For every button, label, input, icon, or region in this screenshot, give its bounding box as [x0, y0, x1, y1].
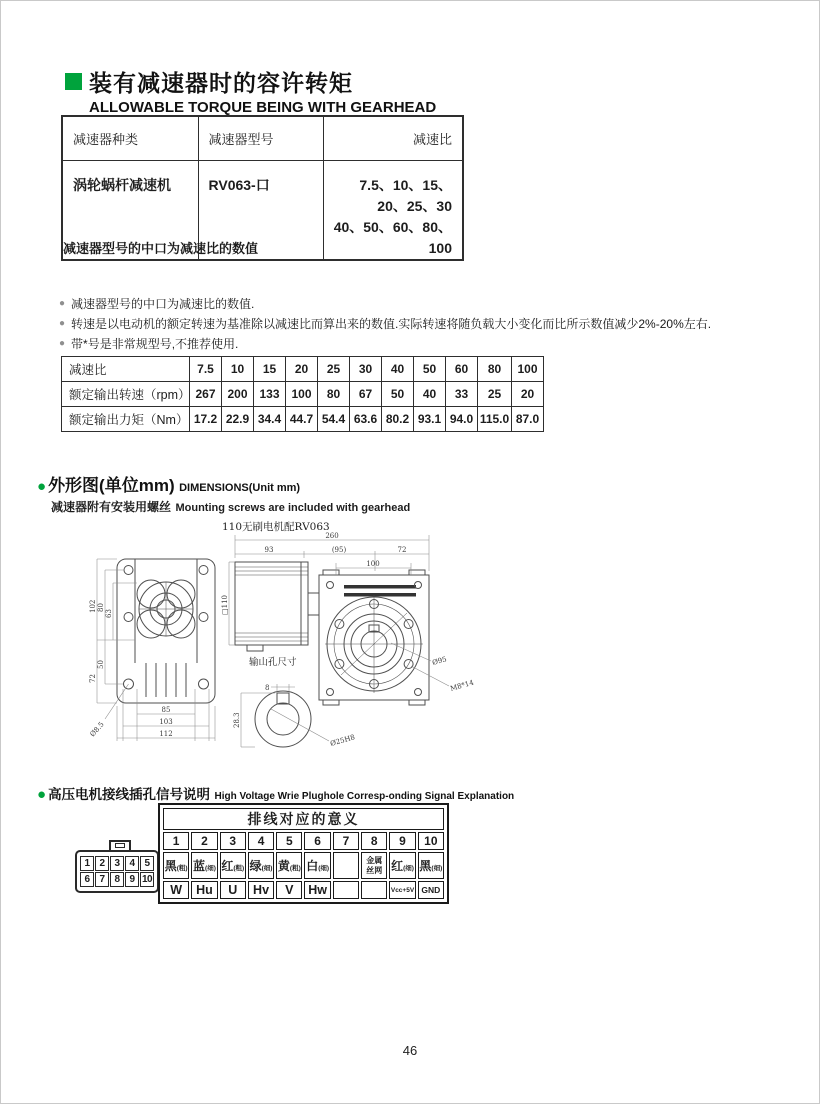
shaft-detail [255, 691, 311, 747]
speed-cell: 267 [190, 382, 222, 407]
shaft-detail-label: 输山孔尺寸 [249, 657, 297, 668]
row-label-speed: 额定输出转速（rpm） [62, 382, 190, 407]
signal-name [361, 881, 387, 899]
pin-5: 5 [140, 856, 154, 871]
torque-cell: 115.0 [478, 407, 512, 432]
row-label-ratio: 减速比 [62, 357, 190, 382]
dim-102: 102 [89, 599, 97, 613]
signal-name: Vcc+5V [389, 881, 415, 899]
note-text: 带*号是非常规型号,不推荐使用. [71, 337, 239, 351]
note-item [59, 314, 711, 334]
pin-4: 4 [125, 856, 139, 871]
ratio-cell: 60 [446, 357, 478, 382]
pin-6: 6 [80, 872, 94, 887]
pin-number: 3 [220, 832, 246, 850]
torque-cell: 22.9 [222, 407, 254, 432]
connector-pin-row-1 [80, 856, 154, 871]
pin-10: 10 [141, 874, 153, 885]
speed-cell: 33 [446, 382, 478, 407]
gearhead-table-note: 减速器型号的中口为减速比的数值 [63, 241, 259, 256]
speed-cell: 200 [222, 382, 254, 407]
dim-72-side: 72 [397, 546, 407, 554]
pin-2: 2 [95, 856, 109, 871]
pin-3: 3 [110, 856, 124, 871]
ratio-cell: 10 [222, 357, 254, 382]
dim-28-3: 28.3 [233, 712, 241, 728]
ratio-cell: 15 [254, 357, 286, 382]
technical-drawing [89, 513, 499, 765]
pin-number: 7 [333, 832, 359, 850]
ratio-cell: 50 [414, 357, 446, 382]
signal-name: V [276, 881, 302, 899]
note-item [59, 334, 711, 354]
torque-cell: 93.1 [414, 407, 446, 432]
dim-8: 8 [265, 684, 270, 692]
signal-heading [37, 783, 514, 804]
dim-100: 100 [366, 560, 380, 568]
wire-color: 白(细) [304, 852, 330, 879]
wire-color: 红(细) [389, 852, 415, 879]
torque-cell: 54.4 [318, 407, 350, 432]
ratio-cell: 25 [318, 357, 350, 382]
pin-7: 7 [95, 872, 109, 887]
wire-color: 黄(粗) [276, 852, 302, 879]
ratio-cell: 7.5 [190, 357, 222, 382]
ratio-row [62, 357, 544, 382]
connector-tab-notch [115, 843, 125, 848]
ratio-line-1: 7.5、10、15、20、25、30 [359, 176, 452, 214]
notes-list [59, 294, 711, 354]
page-title-en: ALLOWABLE TORQUE BEING WITH GEARHEAD [89, 99, 437, 116]
dim-260: 260 [325, 532, 339, 540]
connector-body [75, 850, 159, 893]
ratio-table [61, 356, 544, 432]
ratio-cell: 100 [512, 357, 544, 382]
dim-sq110: □110 [221, 595, 229, 615]
speed-cell: 67 [350, 382, 382, 407]
pin-number: 4 [248, 832, 274, 850]
signal-table-pin-row [163, 832, 444, 850]
green-dot-icon: ● [37, 478, 47, 495]
torque-cell: 44.7 [286, 407, 318, 432]
connector-tab [109, 840, 131, 850]
dimensions-title-cn: 外形图(单位mm) [48, 476, 175, 495]
ratio-line-2: 40、50、60、80、100 [333, 218, 452, 256]
dim-93: 93 [264, 546, 274, 554]
note-text: 减速器型号的中口为减速比的数值. [71, 297, 255, 311]
signal-name: U [220, 881, 246, 899]
signal-name: Hu [191, 881, 217, 899]
pin-number: 8 [361, 832, 387, 850]
pin-number: 1 [163, 832, 189, 850]
row-label-torque: 额定输出力矩（Nm） [62, 407, 190, 432]
connector-diagram [75, 840, 165, 893]
gear-type-value: 涡轮蜗杆减速机 [62, 160, 198, 260]
bullet-icon: ● [59, 338, 66, 349]
green-square-icon [65, 73, 82, 90]
signal-name: Hw [304, 881, 330, 899]
signal-table-title-row [163, 808, 444, 830]
dim-25h8: Ø25H8 [329, 733, 356, 748]
torque-row [62, 407, 544, 432]
signal-title-en: High Voltage Wrie Plughole Corresp-onding Signal Explanation [214, 791, 515, 802]
speed-cell: 133 [254, 382, 286, 407]
speed-cell: 80 [318, 382, 350, 407]
dim-85: 85 [161, 706, 171, 714]
signal-table-title: 排线对应的意义 [163, 808, 444, 830]
dim-80: 80 [97, 603, 105, 612]
pin-number: 10 [418, 832, 444, 850]
ratio-cell: 80 [478, 357, 512, 382]
signal-table-color-row [163, 852, 444, 879]
dim-hole-8-5: Ø8.5 [89, 720, 106, 739]
signal-table-wrapper [158, 803, 449, 904]
wire-color: 黑(粗) [163, 852, 189, 879]
speed-cell: 20 [512, 382, 544, 407]
dimensions-heading [37, 471, 410, 516]
torque-cell: 63.6 [350, 407, 382, 432]
signal-name: GND [418, 881, 444, 899]
pin-8: 8 [110, 872, 124, 887]
signal-name: W [163, 881, 189, 899]
dimensions-subtitle-cn: 减速器附有安装用螺丝 [51, 500, 172, 514]
pin-number: 6 [304, 832, 330, 850]
pin-number: 9 [389, 832, 415, 850]
wire-color [333, 852, 359, 879]
drawing-title: 110无刷电机配RV063 [222, 521, 330, 533]
signal-table-signal-row [163, 881, 444, 899]
pin-number: 5 [276, 832, 302, 850]
speed-cell: 50 [382, 382, 414, 407]
gear-ratio-value [323, 160, 463, 260]
col-gear-model: 减速器型号 [198, 116, 323, 160]
wire-color: 黑(细) [418, 852, 444, 879]
pin-1: 1 [80, 856, 94, 871]
bullet-icon: ● [59, 318, 66, 329]
ratio-cell: 40 [382, 357, 414, 382]
green-dot-icon: ● [37, 786, 47, 803]
pin-number: 2 [191, 832, 217, 850]
note-text: 转速是以电动机的额定转速为基准除以减速比而算出来的数值.实际转速将随负载大小变化而比所示数值减少2%-20%左右. [71, 317, 712, 331]
dim-d95: Ø95 [431, 655, 448, 667]
dim-50: 50 [97, 660, 105, 669]
torque-cell: 87.0 [512, 407, 544, 432]
signal-table [161, 806, 446, 901]
dim-63: 63 [105, 609, 113, 618]
note-item [59, 294, 711, 314]
col-gear-type: 减速器种类 [62, 116, 198, 160]
signal-name [333, 881, 359, 899]
dim-112: 112 [159, 730, 173, 738]
wire-color: 蓝(细) [191, 852, 217, 879]
col-gear-ratio: 减速比 [323, 116, 463, 160]
dimensions-subtitle-en: Mounting screws are included with gearhead [175, 502, 411, 514]
ratio-cell: 20 [286, 357, 318, 382]
torque-cell: 80.2 [382, 407, 414, 432]
page-title: 装有减速器时的容许转矩 [89, 70, 353, 96]
speed-cell: 40 [414, 382, 446, 407]
wire-color: 绿(细) [248, 852, 274, 879]
torque-cell: 17.2 [190, 407, 222, 432]
front-view [117, 559, 215, 703]
bullet-icon: ● [59, 298, 66, 309]
wire-color: 红(粗) [220, 852, 246, 879]
connector-pin-row-2 [80, 872, 154, 887]
torque-cell: 94.0 [446, 407, 478, 432]
dim-m8x14: M8*14 [449, 678, 475, 693]
signal-name: Hv [248, 881, 274, 899]
signal-title-cn: 高压电机接线插孔信号说明 [48, 787, 211, 802]
dimensions-title-en: DIMENSIONS(Unit mm) [179, 482, 301, 494]
gear-model-value: RV063-口 [198, 160, 323, 260]
page-number: 46 [402, 1043, 418, 1058]
pin-9: 9 [125, 872, 139, 887]
speed-cell: 100 [286, 382, 318, 407]
speed-row [62, 382, 544, 407]
dim-103: 103 [159, 718, 173, 726]
dim-72-front: 72 [89, 674, 97, 683]
wire-color-mesh: 金属丝网 [361, 852, 387, 879]
dim-95-ref: (95) [331, 546, 347, 554]
speed-cell: 25 [478, 382, 512, 407]
torque-cell: 34.4 [254, 407, 286, 432]
page-header [65, 65, 436, 116]
gearhead-table-header [62, 116, 463, 160]
ratio-cell: 30 [350, 357, 382, 382]
